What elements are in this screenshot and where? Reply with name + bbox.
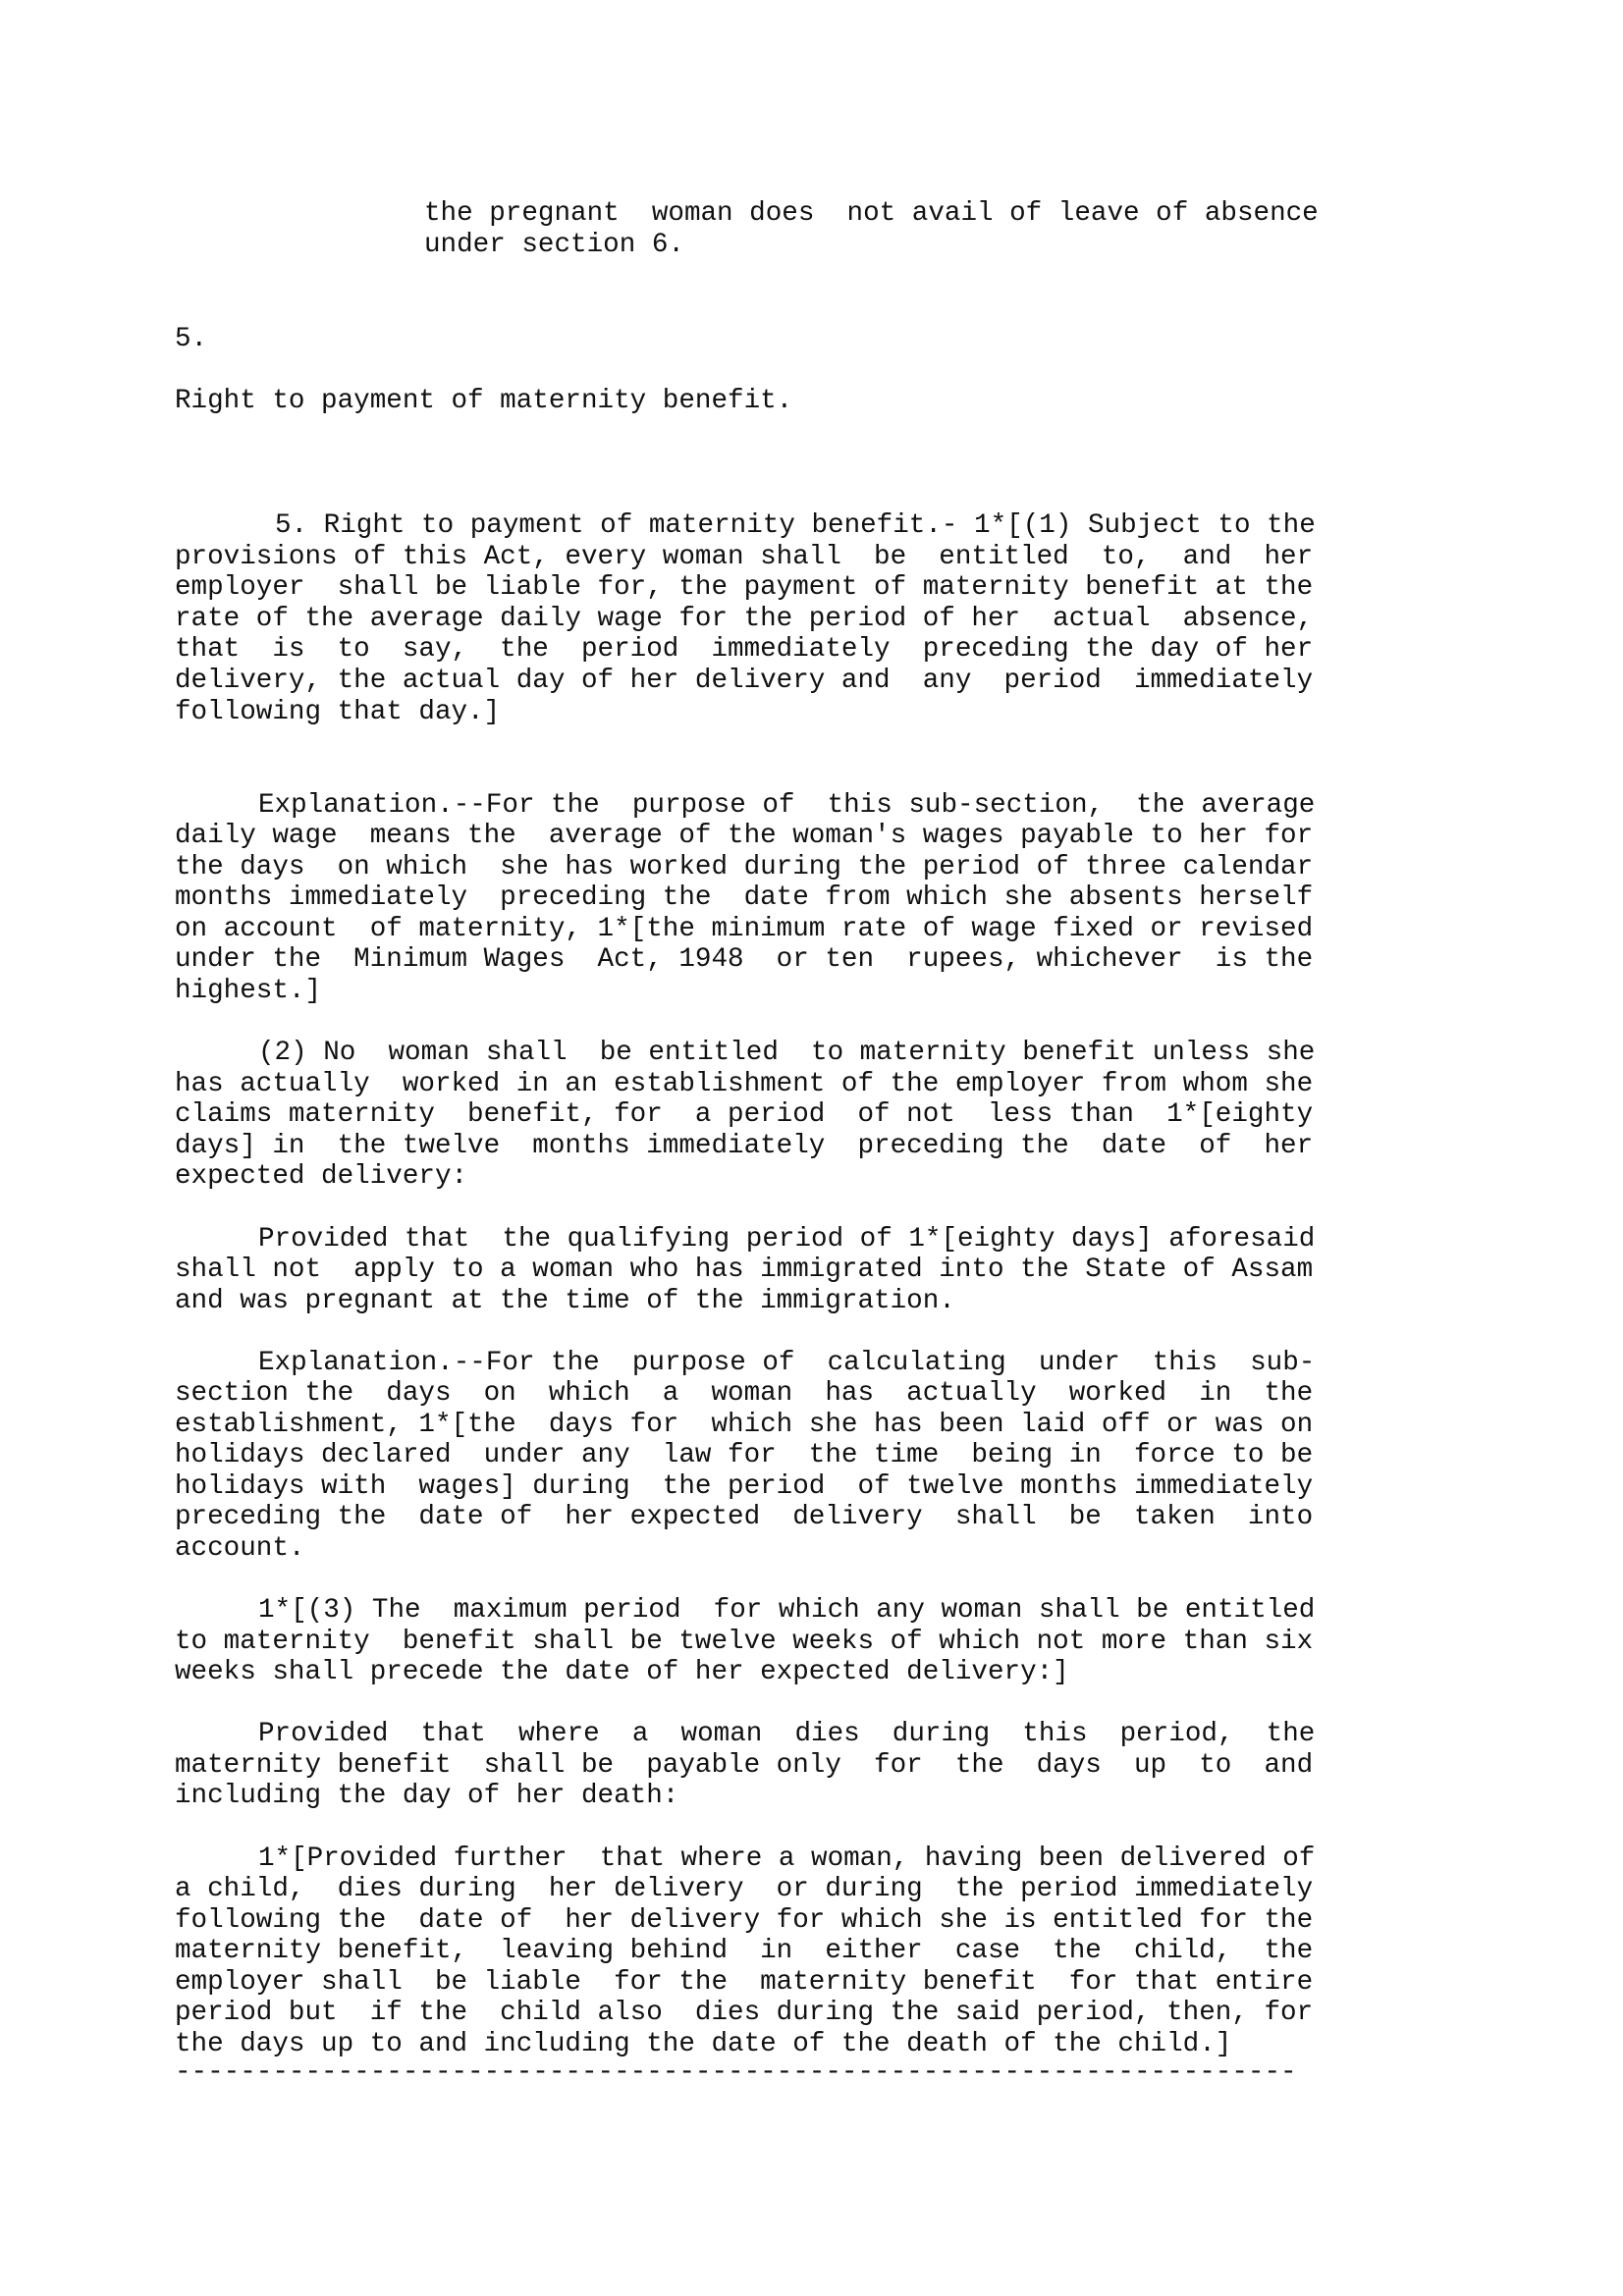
text-line: the days up to and including the date of the death of the child.] (175, 2029, 1232, 2059)
text-line: to maternity benefit shall be twelve weeks of which not more than six (175, 1627, 1314, 1657)
text-line: a child, dies during her delivery or during the period immediately (175, 1874, 1314, 1904)
text-line: highest.] (175, 976, 322, 1006)
text-line: expected delivery: (175, 1161, 468, 1192)
text-line: maternity benefit, leaving behind in either case the child, the (175, 1936, 1314, 1966)
text-line: the days on which she has worked during the period of three calendar (175, 852, 1314, 882)
text-line: holidays declared under any law for the time being in force to be (175, 1440, 1314, 1470)
text-line: section the days on which a woman has actually worked in the (175, 1378, 1314, 1409)
text-line: holidays with wages] during the period of twelve months immediately (175, 1471, 1314, 1502)
text-line: Explanation.--For the purpose of calculating under this sub- (258, 1348, 1316, 1378)
text-line: months immediately preceding the date from which she absents herself (175, 882, 1314, 913)
text-line: account. (175, 1533, 305, 1564)
text-line: the pregnant woman does not avail of leave of absence (424, 198, 1319, 229)
text-line: employer shall be liable for, the payment of maternity benefit at the (175, 572, 1314, 603)
text-line: Provided that where a woman dies during this period, the (258, 1719, 1316, 1749)
text-line: (2) No woman shall be entitled to maternity benefit unless she (258, 1038, 1316, 1068)
text-line: has actually worked in an establishment of the employer from whom she (175, 1069, 1314, 1099)
text-line: days] in the twelve months immediately preceding the date of her (175, 1131, 1314, 1161)
text-line: period but if the child also dies during the said period, then, for (175, 1998, 1314, 2028)
text-line: weeks shall precede the date of her expected delivery:] (175, 1657, 1069, 1687)
text-line: delivery, the actual day of her delivery and any period immediately (175, 666, 1314, 696)
text-line: 1*[(3) The maximum period for which any woman shall be entitled (258, 1595, 1316, 1626)
text-line: 5. Right to payment of maternity benefit.- 1*[(1) Subject to the (275, 510, 1316, 541)
text-line: Provided that the qualifying period of 1*[eighty days] aforesaid (258, 1224, 1316, 1255)
text-line: under section 6. (424, 230, 684, 260)
text-line: establishment, 1*[the days for which she has been laid off or was on (175, 1410, 1314, 1440)
text-line: and was pregnant at the time of the immigration. (175, 1286, 955, 1316)
text-line: following the date of her delivery for which she is entitled for the (175, 1905, 1314, 1936)
text-line: claims maternity benefit, for a period of not less than 1*[eighty (175, 1099, 1314, 1130)
text-line: rate of the average daily wage for the period of her actual absence, (175, 604, 1314, 634)
text-line: following that day.] (175, 697, 501, 727)
text-line: preceding the date of her expected delivery shall be taken into (175, 1502, 1314, 1532)
text-line: Explanation.--For the purpose of this sub-section, the average (258, 790, 1316, 821)
text-line: employer shall be liable for the maternity benefit for that entire (175, 1967, 1314, 1998)
text-line: 1*[Provided further that where a woman, having been delivered of (258, 1843, 1316, 1874)
text-line: shall not apply to a woman who has immigrated into the State of Assam (175, 1255, 1314, 1285)
text-line: maternity benefit shall be payable only for the days up to and (175, 1750, 1314, 1781)
text-line: daily wage means the average of the woman's wages payable to her for (175, 821, 1314, 851)
text-line: provisions of this Act, every woman shall be entitled to, and her (175, 542, 1314, 572)
section-number: 5. (175, 324, 208, 354)
text-line: under the Minimum Wages Act, 1948 or ten rupees, whichever is the (175, 944, 1314, 975)
section-heading: Right to payment of maternity benefit. (175, 386, 793, 416)
text-line: that is to say, the period immediately preceding the day of her (175, 634, 1314, 665)
text-line: on account of maternity, 1*[the minimum rate of wage fixed or revised (175, 914, 1314, 944)
text-line: including the day of her death: (175, 1781, 679, 1811)
footnote-divider: --------------------------------------------------------------------- (175, 2057, 1297, 2088)
